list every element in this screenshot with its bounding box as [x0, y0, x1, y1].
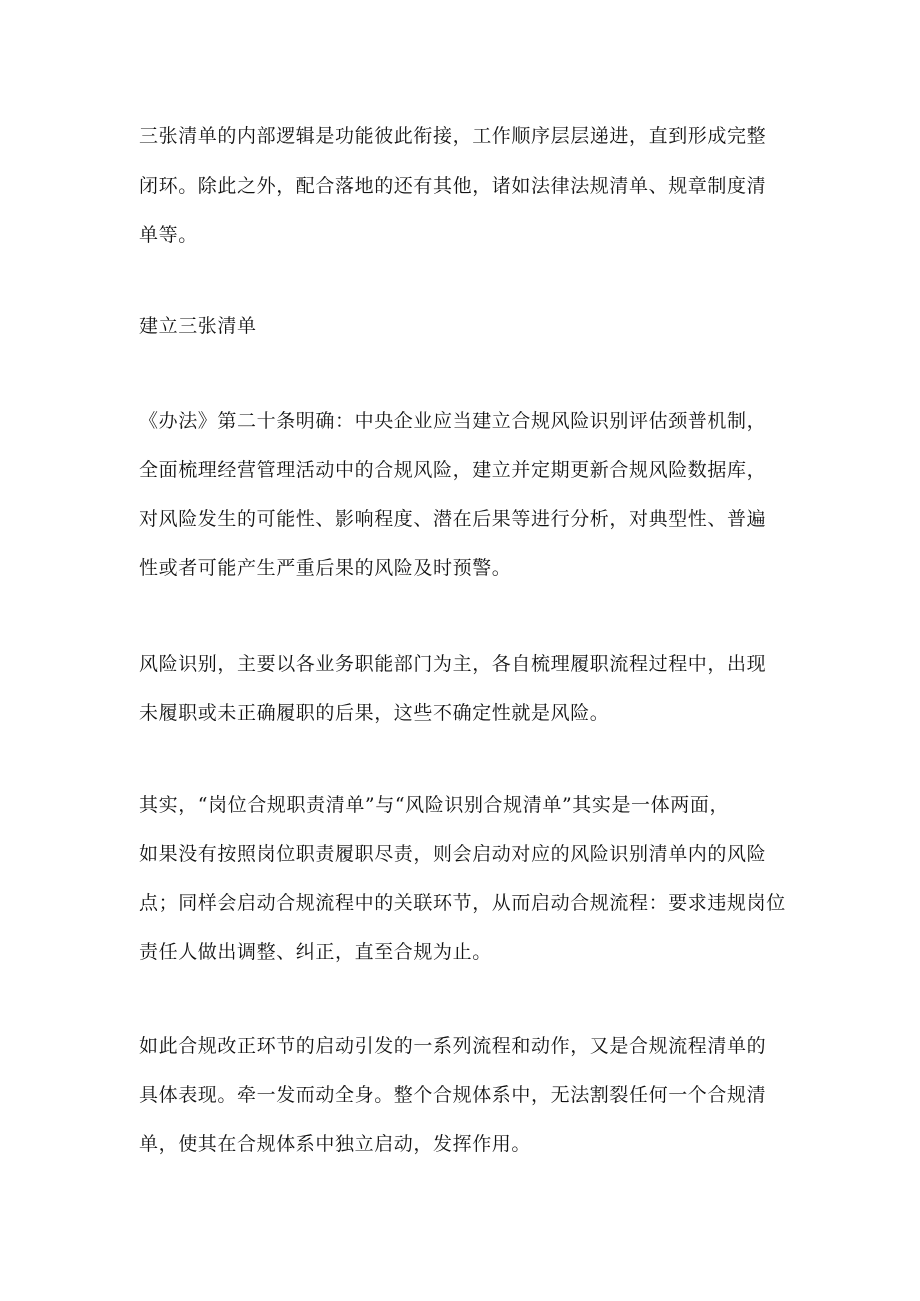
paragraph-5-line-3: 点；同样会启动合规流程中的关联环节，从而启动合规流程：要求违规岗位 [139, 892, 786, 914]
paragraph-3-line-3: 对风险发生的可能性、影响程度、潜在后果等进行分析，对典型性、普遍 [139, 508, 767, 530]
paragraph-3-line-2: 全面梳理经营管理活动中的合规风险，建立并定期更新合规风险数据库， [139, 459, 767, 481]
paragraph-5-line-2: 如果没有按照岗位职责履职尽责，则会启动对应的风险识别清单内的风险 [139, 843, 767, 865]
paragraph-1-line-3: 单等。 [139, 224, 198, 246]
paragraph-6-line-2: 具体表现。牵一发而动全身。整个合规体系中，无法割裂任何一个合规清 [139, 1084, 767, 1106]
paragraph-3-line-4: 性或者可能产生严重后果的风险及时预警。 [139, 557, 512, 579]
paragraph-4-line-2: 未履职或未正确履职的后果，这些不确定性就是风险。 [139, 702, 610, 724]
paragraph-5-line-4: 责任人做出调整、纠正，直至合规为止。 [139, 941, 492, 963]
paragraph-1-line-2: 闭环。除此之外，配合落地的还有其他，诸如法律法规清单、规章制度清 [139, 175, 767, 197]
paragraph-1-line-1: 三张清单的内部逻辑是功能彼此衔接，工作顺序层层递进，直到形成完整 [139, 125, 767, 147]
paragraph-6-line-1: 如此合规改正环节的启动引发的一系列流程和动作，又是合规流程清单的 [139, 1035, 767, 1057]
paragraph-3-line-1: 《办法》第二十条明确：中央企业应当建立合规风险识别评估颈普机制， [139, 410, 767, 432]
section-heading: 建立三张清单 [139, 315, 257, 337]
paragraph-5-line-1: 其实，“岗位合规职责清单”与“风险识别合规清单”其实是一体两面， [139, 794, 730, 816]
paragraph-4-line-1: 风险识别，主要以各业务职能部门为主，各自梳理履职流程过程中，出现 [139, 653, 767, 675]
paragraph-6-line-3: 单，使其在合规体系中独立启动，发挥作用。 [139, 1133, 532, 1155]
